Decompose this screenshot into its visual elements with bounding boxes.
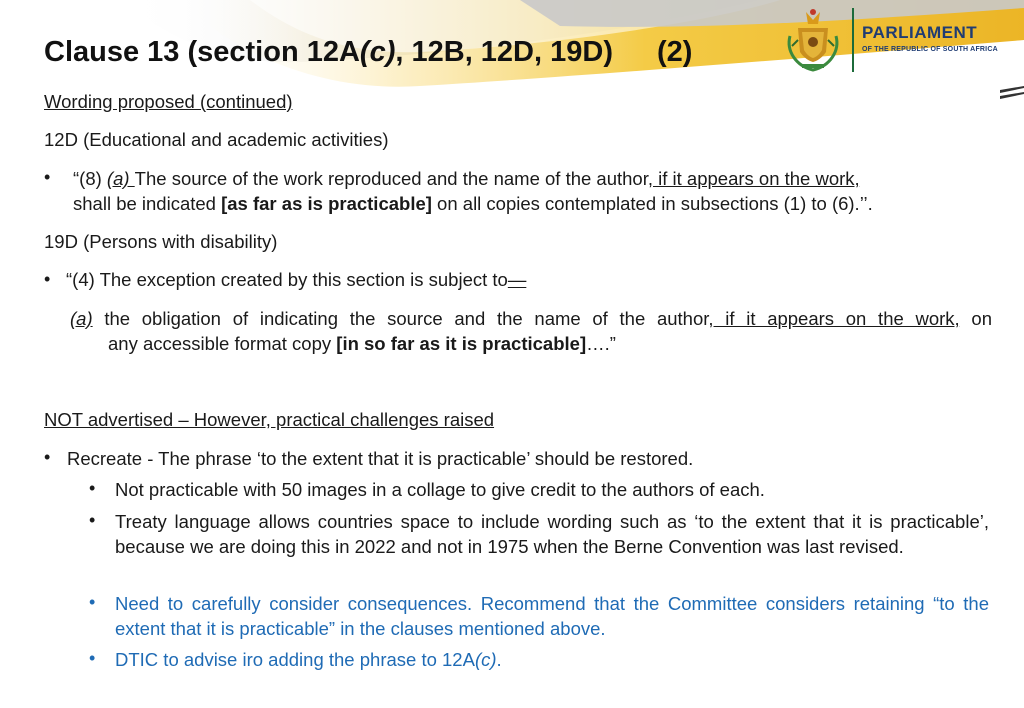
- not-advertised-heading: NOT advertised – However, practical challenges raised: [44, 409, 495, 430]
- logo-divider: [852, 8, 854, 72]
- text-run-para-a: (a): [70, 308, 93, 329]
- text-run: shall be indicated: [73, 193, 222, 214]
- text-run: on: [959, 308, 992, 329]
- text-run: the obligation of indicating the source and the name of the author: [92, 308, 709, 329]
- slide-title: [44, 36, 692, 69]
- wording-heading: Wording proposed (continued): [44, 91, 293, 112]
- logo-org-name: PARLIAMENT: [862, 23, 978, 42]
- sub-point-4: [115, 647, 502, 672]
- text-run: .: [496, 649, 502, 670]
- text-run-insertion: , if it appears on the work,: [708, 308, 960, 329]
- text-run-para-a: (a): [106, 168, 135, 189]
- bullet-icon: •: [89, 648, 96, 668]
- text-run: on all copies contemplated in subsections (1) to (6).’’.: [431, 193, 873, 214]
- section-19d-heading: 19D (Persons with disability): [44, 231, 278, 252]
- text-run: “(8): [73, 168, 107, 189]
- parliament-logo: [782, 6, 1012, 76]
- sub-point-2: Treaty language allows countries space to include wording such as ‘to the extent that it is practicable’, because we are doing this in 2022 and not in 1975 when the Berne Convention was last revised.: [115, 511, 989, 557]
- title-part-3: , 12B, 12D, 19D): [395, 36, 613, 68]
- section-19d-para-a-line1: [70, 306, 992, 331]
- coat-of-arms-icon: [782, 6, 844, 74]
- bullet-icon: •: [89, 510, 96, 530]
- section-19d-text: [66, 267, 526, 292]
- bullet-icon: •: [44, 447, 51, 467]
- title-page-number: (2): [656, 36, 693, 68]
- section-12d-heading: 12D (Educational and academic activities): [44, 129, 389, 150]
- text-run: DTIC to advise iro adding the phrase to 12A: [115, 649, 475, 670]
- logo-org-subtitle: OF THE REPUBLIC OF SOUTH AFRICA: [862, 46, 998, 53]
- bullet-icon: •: [44, 167, 51, 187]
- text-run: The source of the work reproduced and the name of the author: [134, 168, 648, 189]
- title-part-2: (c): [359, 36, 396, 68]
- text-run: “(4) The exception created by this section is subject to: [66, 269, 508, 290]
- text-run-dash: —: [507, 269, 527, 290]
- text-run-deletion: [in so far as it is practicable]: [336, 333, 587, 354]
- text-run: ….”: [586, 333, 616, 354]
- section-12d-text: [73, 166, 993, 216]
- section-19d-para-a-line2: [108, 331, 616, 356]
- text-run: any accessible format copy: [108, 333, 337, 354]
- bullet-icon: •: [44, 269, 51, 289]
- title-part-1: Clause 13 (section 12A: [44, 36, 360, 68]
- text-run-italic: (c): [474, 649, 497, 670]
- sub-point-3: Need to carefully consider consequences. Recommend that the Committee considers retaining “to the extent that it is practicable” in the clauses mentioned above.: [115, 593, 989, 639]
- bullet-icon: •: [89, 592, 96, 612]
- bullet-icon: •: [89, 478, 96, 498]
- text-run-insertion: , if it appears on the work,: [647, 168, 860, 189]
- text-run-deletion: [as far as is practicable]: [221, 193, 432, 214]
- recreate-point: Recreate - The phrase ‘to the extent that it is practicable’ should be restored.: [67, 448, 694, 469]
- sub-point-1: Not practicable with 50 images in a collage to give credit to the authors of each.: [115, 479, 765, 500]
